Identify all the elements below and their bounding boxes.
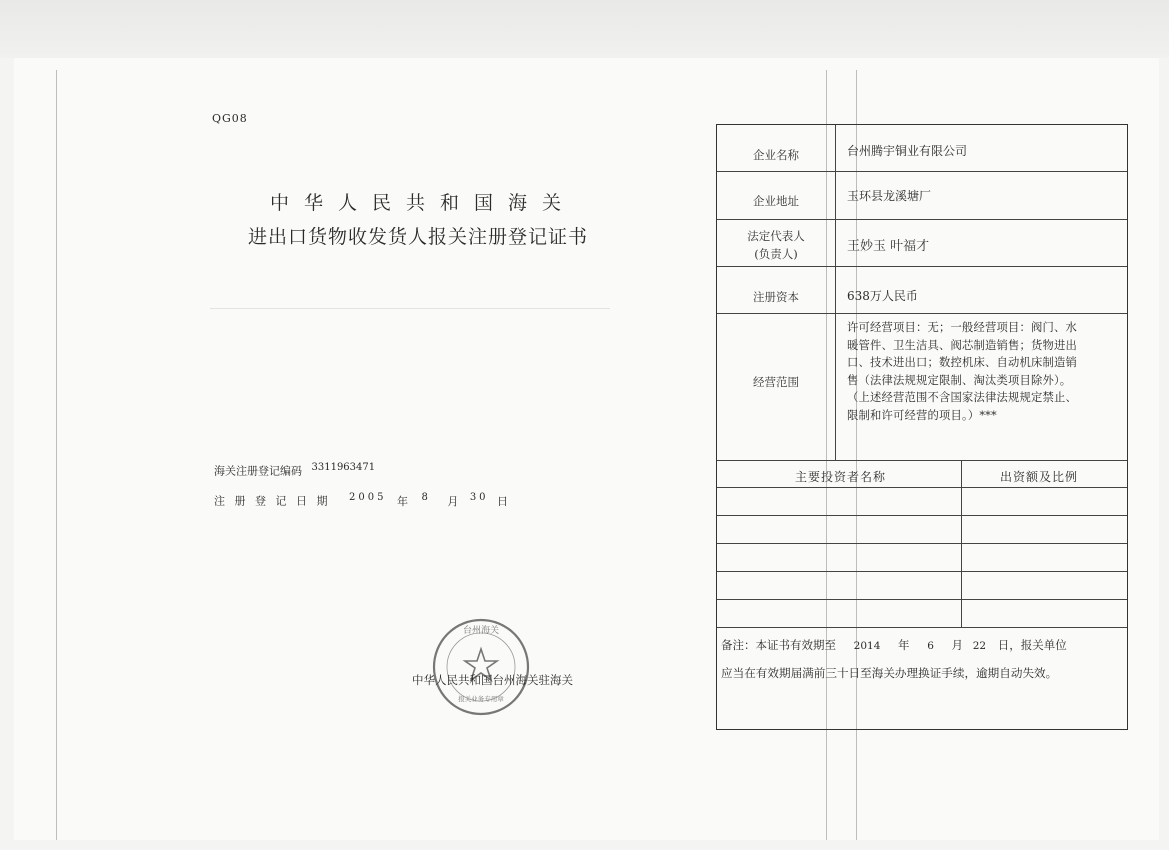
scope-line: 口、技术进出口；数控机床、自动机床制造销 xyxy=(847,356,1077,370)
title-line-2: 进出口货物收发货人报关注册登记证书 xyxy=(248,226,589,248)
title-line-1: 中华人民共和国海关 xyxy=(270,192,577,214)
note-prefix: 备注：本证书有效期至 xyxy=(721,638,836,652)
scope-line: 限制和许可经营的项目。）*** xyxy=(847,408,997,422)
scope-line: 售（法律法规规定限制、淘汰类项目除外）。 xyxy=(847,373,1072,387)
registration-number-row xyxy=(214,462,375,479)
valid-day: 22 xyxy=(972,640,987,652)
row-divider xyxy=(717,266,1127,267)
validity-note-line-2: 应当在有效期届满前三十日至海关办理换证手续，逾期自动失效。 xyxy=(721,666,1058,680)
legal-representative: 王妙玉 叶福才 xyxy=(847,239,930,254)
seal-bottom-text: 报关业务专用章 xyxy=(458,695,504,703)
registration-year: 2005 xyxy=(348,492,387,503)
scope-line: 暖管件、卫生洁具、阀芯制造销售；货物进出 xyxy=(847,338,1077,352)
customs-seal xyxy=(431,617,531,717)
certificate-table xyxy=(716,124,1128,730)
valid-month-unit: 月 xyxy=(951,638,964,652)
company-name-label: 企业名称 xyxy=(753,148,799,162)
row-divider xyxy=(717,571,1127,572)
company-name: 台州腾宇铜业有限公司 xyxy=(847,144,968,158)
valid-year-unit: 年 xyxy=(898,638,910,652)
valid-day-unit: 日 xyxy=(997,638,1010,652)
investor-name-header: 主要投资者名称 xyxy=(795,470,887,484)
investor-divider xyxy=(961,460,962,627)
row-divider xyxy=(717,460,1127,461)
faint-crease xyxy=(210,308,610,309)
validity-note-line-1 xyxy=(721,637,1125,653)
row-divider xyxy=(717,543,1127,544)
seal-ring-text: 台州海关 xyxy=(462,626,500,636)
contribution-header: 出资额及比例 xyxy=(1000,470,1079,484)
form-code: QG08 xyxy=(212,112,248,125)
registration-date-row xyxy=(214,492,511,509)
row-divider xyxy=(717,627,1127,628)
capital-label: 注册资本 xyxy=(753,290,799,304)
registration-date-label: 注 册 登 记 日 期 xyxy=(214,494,331,508)
registration-day: 30 xyxy=(469,492,489,503)
year-unit: 年 xyxy=(396,494,411,508)
row-divider xyxy=(717,487,1127,488)
legal-rep-label: 法定代表人 xyxy=(747,229,805,243)
row-divider xyxy=(717,313,1127,314)
registration-number: 3311963471 xyxy=(311,462,376,473)
scope-line: 许可经营项目：无；一般经营项目：阀门、水 xyxy=(847,321,1077,334)
address-label: 企业地址 xyxy=(753,194,799,208)
row-divider xyxy=(717,599,1127,600)
row-divider xyxy=(717,515,1127,516)
registered-capital: 638万人民币 xyxy=(847,289,918,303)
left-edge-line xyxy=(56,70,57,840)
issuing-authority: 中华人民共和国台州海关驻海关 xyxy=(412,673,573,687)
scope-label: 经营范围 xyxy=(753,375,799,389)
business-scope xyxy=(847,319,1123,425)
registration-number-label: 海关注册登记编码 xyxy=(214,464,302,478)
label-divider xyxy=(835,125,836,460)
legal-rep-sublabel: (负责人) xyxy=(754,247,798,261)
note-suffix: ，报关单位 xyxy=(1009,638,1067,652)
company-address: 玉环县龙溪塘厂 xyxy=(847,189,932,203)
valid-month: 6 xyxy=(927,640,934,652)
scope-line: （上述经营范围不含国家法律法规规定禁止、 xyxy=(847,391,1077,405)
valid-year: 2014 xyxy=(853,640,881,652)
registration-month: 8 xyxy=(421,492,431,503)
row-divider xyxy=(717,219,1127,220)
scan-top-shadow xyxy=(0,0,1169,58)
day-unit: 日 xyxy=(497,494,512,508)
row-divider xyxy=(717,171,1127,172)
month-unit: 月 xyxy=(447,494,462,508)
